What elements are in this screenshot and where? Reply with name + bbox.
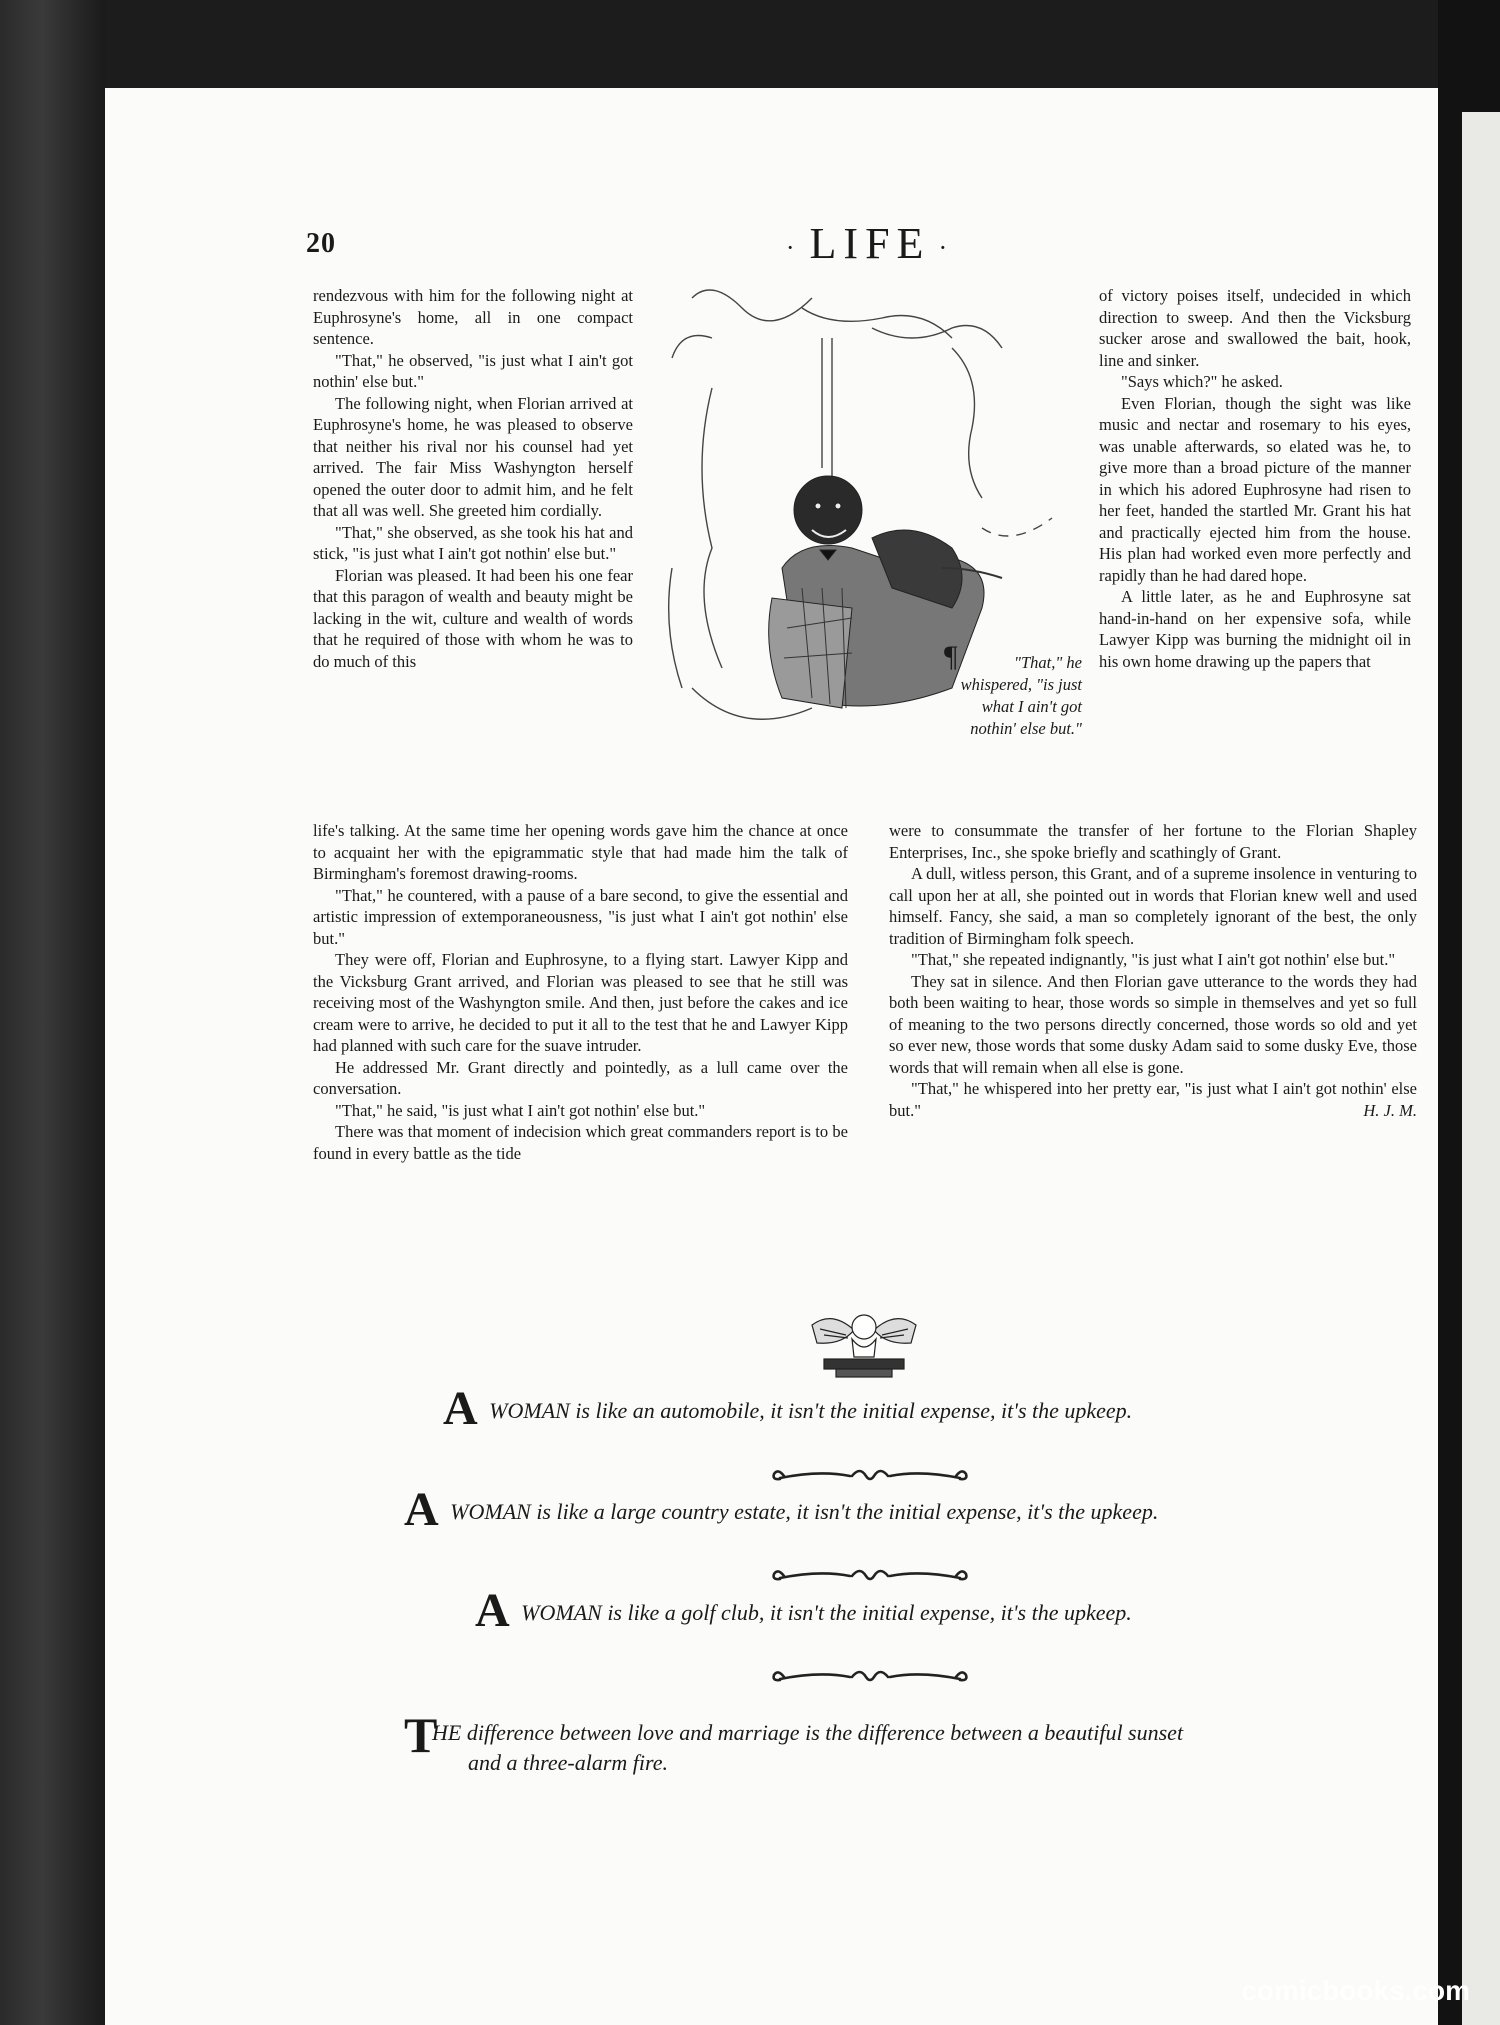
cherub-ornament-icon	[802, 1305, 926, 1385]
story-column-right-top	[1099, 285, 1411, 672]
masthead-dot-right: ·	[938, 232, 955, 262]
author-signature: H. J. M.	[1363, 1100, 1417, 1120]
paragraph: "That," she observed, as she took his hat and stick, "is just what I ain't got nothin' else but."	[313, 522, 633, 563]
paragraph: "Says which?" he asked.	[1121, 372, 1283, 391]
paragraph: "That," he countered, with a pause of a bare second, to give the essential and artistic impression of extemporaneousness, "is just what I ain't got nothin' else but."	[313, 885, 848, 948]
joke-text: WOMAN is like a large country estate, it isn't the initial expense, it's the upkeep.	[450, 1499, 1159, 1524]
paragraph: He addressed Mr. Grant directly and pointedly, as a lull came over the conversation.	[313, 1057, 848, 1098]
paragraph-text: "That," he whispered into her pretty ear, "is just what I ain't got nothin' else but."	[889, 1079, 1417, 1120]
paragraph: "That," he said, "is just what I ain't got nothin' else but."	[335, 1100, 706, 1120]
paragraph: They sat in silence. And then Florian gave utterance to the words they had both been waiting to hear, those words so simple in themselves and yet so full of meaning to the two persons directly concerned, those words so old and yet so ever new, those words that some dusky Adam said to some dusky Eve, those words that will remain when all else is gone.	[889, 971, 1417, 1077]
caption-text: "That," he whispered, "is just what I ain't got nothin' else but."	[960, 653, 1082, 738]
final-joke-line-2: and a three-alarm fire.	[468, 1750, 669, 1775]
joke-line	[475, 1584, 1355, 1637]
joke-line	[404, 1483, 1284, 1536]
paragraph: A little later, as he and Euphrosyne sat hand-in-hand on her expensive sofa, while Lawyer Kipp was burning the midnight oil in his own home drawing up the papers that	[1099, 587, 1411, 671]
final-joke-body	[404, 1707, 1364, 1778]
paragraph: of victory poises itself, undecided in which direction to sweep. And then the Vicksburg sucker arose and swallowed the bait, hook, line and sinker.	[1099, 286, 1411, 370]
story-column-left-top	[313, 285, 633, 672]
paragraph: rendezvous with him for the following night at Euphrosyne's home, all in one compact sentence.	[313, 286, 633, 348]
drop-initial: A	[475, 1584, 510, 1637]
paragraph	[889, 1078, 1417, 1121]
joke-text: WOMAN is like an automobile, it isn't the initial expense, it's the upkeep.	[489, 1398, 1133, 1423]
joke-line	[443, 1382, 1323, 1435]
adjacent-page-edge	[1462, 112, 1500, 2025]
paragraph: "That," she repeated indignantly, "is just what I ain't got nothin' else but."	[911, 950, 1396, 969]
scroll-divider-icon	[770, 1665, 970, 1687]
page-number: 20	[306, 228, 336, 259]
story-column-left-bottom	[313, 820, 848, 1164]
masthead	[740, 218, 1000, 269]
joke-text: WOMAN is like a golf club, it isn't the initial expense, it's the upkeep.	[521, 1600, 1132, 1625]
drop-initial: T	[404, 1707, 438, 1763]
scroll-divider-icon	[770, 1464, 970, 1486]
illustration-caption	[944, 640, 1082, 740]
paragraph: They were off, Florian and Euphrosyne, to a flying start. Lawyer Kipp and the Vicksburg Grant arrived, and Florian was pleased to see that he still was receiving most of the Washyngton smile. And then, just before the cakes and ice cream were to arrive, he decided to put it all to the test that he and Lawyer Kipp had planned with such care for the suave intruder.	[313, 950, 848, 1055]
story-column-right-bottom	[889, 820, 1417, 1121]
drop-initial: A	[443, 1382, 478, 1435]
paragraph: were to consummate the transfer of her fortune to the Florian Shapley Enterprises, Inc., she spoke briefly and scathingly of Grant.	[889, 821, 1417, 862]
paragraph: A dull, witless person, this Grant, and of a supreme insolence in venturing to call upon her at all, she pointed out in words that Florian knew well and used himself. Fancy, she said, a man so completely ignorant of the best, the only tradition of Birmingham folk speech.	[889, 864, 1417, 948]
masthead-title: LIFE	[809, 219, 931, 268]
drop-initial: A	[404, 1483, 439, 1536]
scan-left-margin	[0, 0, 105, 2025]
final-joke	[404, 1707, 1364, 1778]
paragraph: Florian was pleased. It had been his one fear that this paragon of wealth and beauty might be lacking in the wit, culture and wealth of words that he required of those with whom he was to do much of this	[313, 565, 633, 671]
site-watermark: comicbooks.com	[1241, 1975, 1470, 2006]
paragraph: Even Florian, though the sight was like music and nectar and rosemary to his eyes, was unable afterwards, so elated was he, to give more than a broad picture of the manner in which his adored Euphrosyne had risen to her feet, handed the startled Mr. Grant his hat and practically ejected him from the house. His plan had worked even more perfectly and rapidly than he had dared hope.	[1099, 393, 1411, 585]
pilcrow-icon: ¶	[944, 640, 958, 673]
masthead-dot-left: ·	[785, 232, 802, 262]
paragraph: There was that moment of indecision which great commanders report is to be found in every battle as the tide	[313, 1122, 848, 1163]
paragraph: "That," he observed, "is just what I ain't got nothin' else but."	[313, 350, 633, 391]
paragraph: life's talking. At the same time her opening words gave him the chance at once to acquaint her with the epigrammatic style that had made him the talk of Birmingham's foremost drawing-rooms.	[313, 821, 848, 883]
scroll-divider-icon	[770, 1564, 970, 1586]
paragraph: The following night, when Florian arrived at Euphrosyne's home, he was pleased to observe that neither his rival nor his counsel had yet arrived. The fair Miss Washyngton herself opened the outer door to admit him, and he felt that all was well. She greeted him cordially.	[313, 393, 633, 520]
final-joke-line-1: HE difference between love and marriage is the difference between a beautiful sunset	[432, 1720, 1184, 1745]
